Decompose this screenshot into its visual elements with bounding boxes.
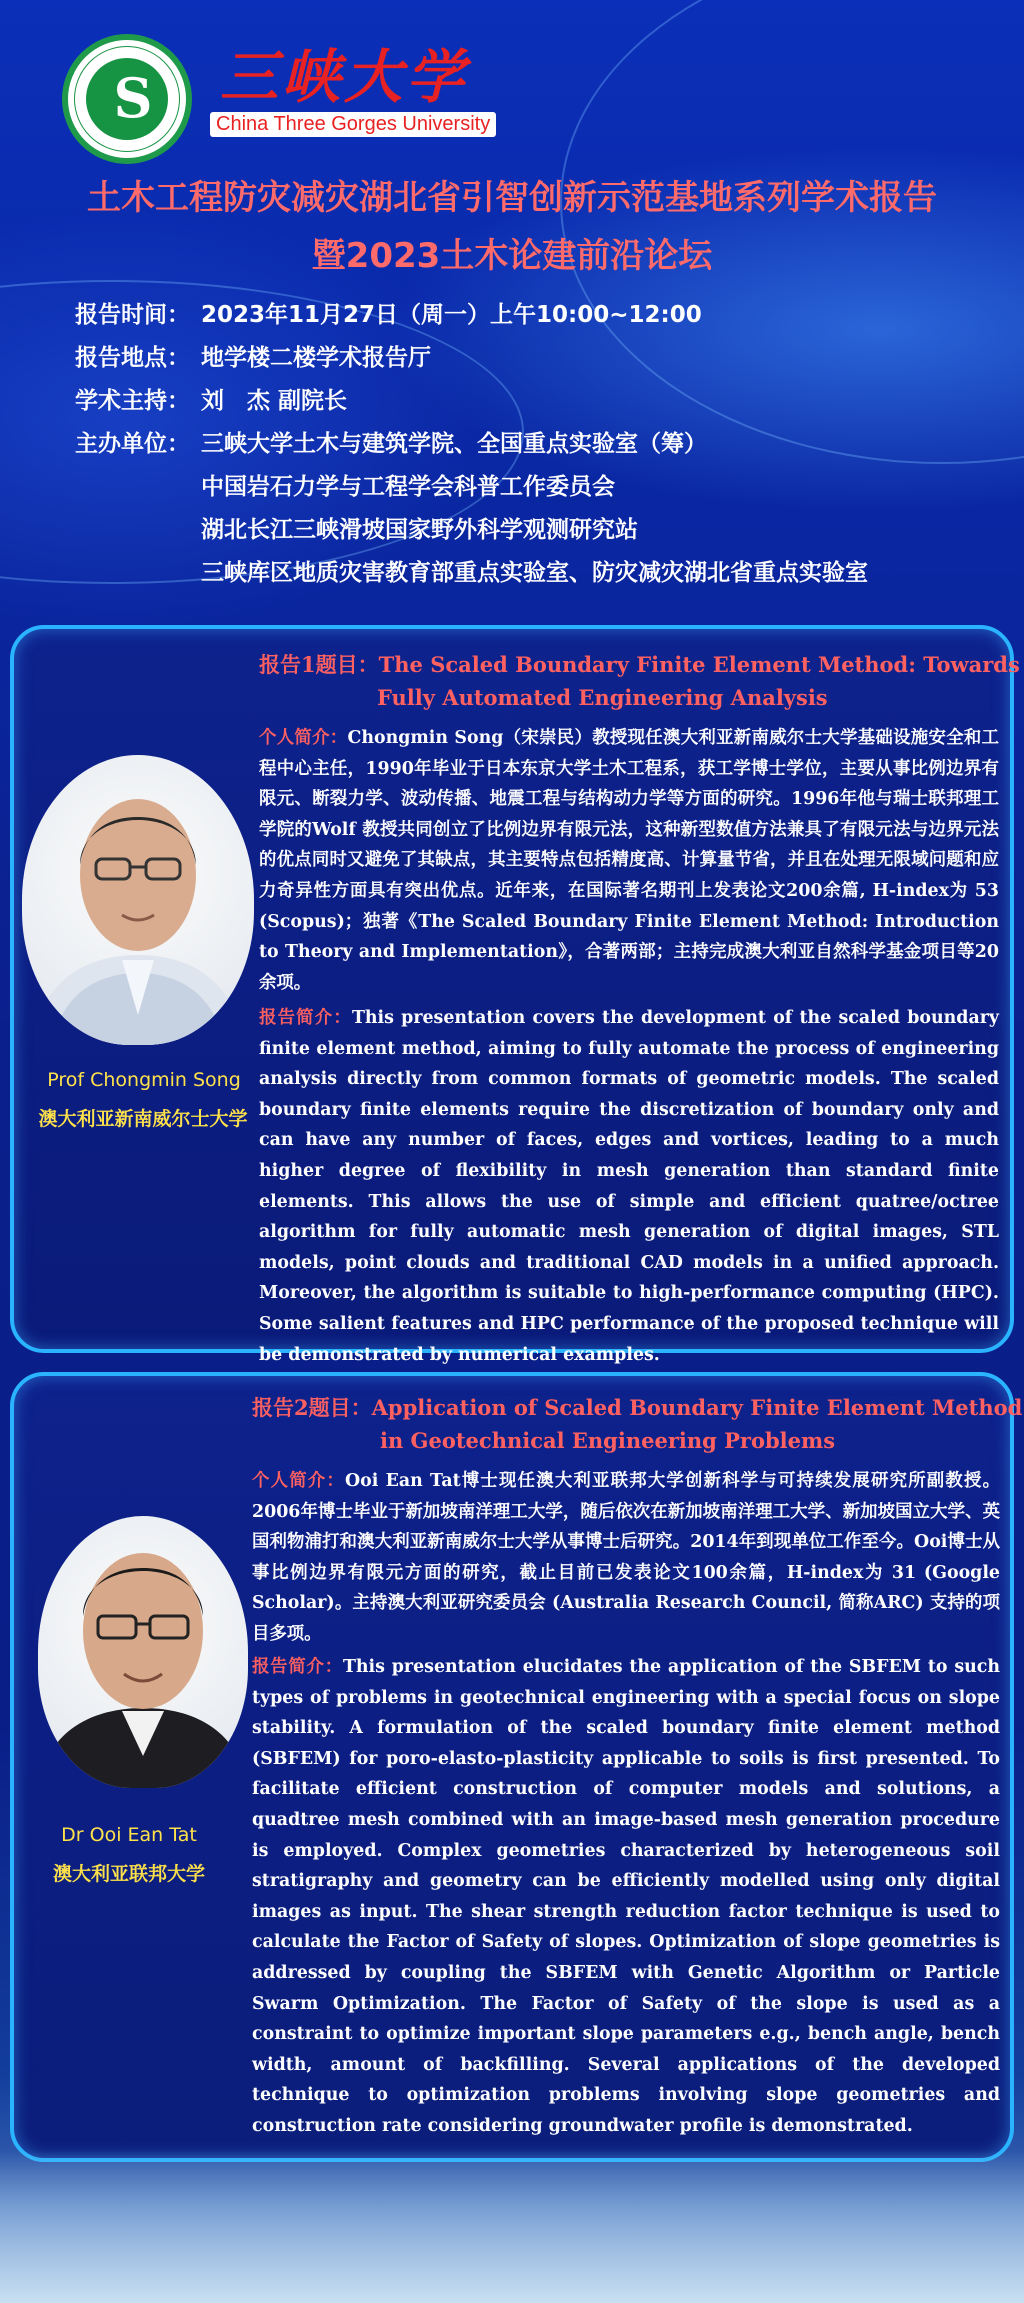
talk-1-bio [259, 723, 999, 998]
talk-2-bio-text: Ooi Ean Tat博士现任澳大利亚联邦大学创新科学与可持续发展研究所副教授。2006年博士毕业于新加坡南洋理工大学，随后依次在新加坡南洋理工大学、新加坡国立大学、英国利物浦打和澳大利亚新南威尔士大学从事博士后研究。2014年到现单位工作至今。Ooi博士从事比例边界有限元方面的研究，截止目前已发表论文100余篇，H-index为 31 (Google Scholar)。主持澳大利亚研究委员会 (Australia Research Council, 简称ARC) 支持的项目多项。 [252, 1471, 1000, 1644]
university-logo-seal [62, 34, 192, 164]
organizer-value: 三峡库区地质灾害教育部重点实验室、防灾减灾湖北省重点实验室 [201, 560, 868, 586]
talk-1-topic-text: The Scaled Boundary Finite Element Method: Towards [378, 652, 1020, 677]
speaker-1-portrait-icon [22, 755, 254, 1045]
talk-2-topic-label: 报告2题目： [252, 1395, 372, 1420]
talk-2-abstract [252, 1652, 1000, 2142]
talk-2-abstract-label: 报告简介： [252, 1657, 343, 1677]
organizer-value: 湖北长江三峡滑坡国家野外科学观测研究站 [201, 517, 638, 543]
university-name-cn: 三峡大学 [220, 43, 469, 111]
talk-2-topic-line2: in Geotechnical Engineering Problems [380, 1428, 836, 1453]
speaker-2-photo [38, 1516, 248, 1788]
talk-2-card [10, 1372, 1023, 2162]
talk-1-card [10, 625, 1020, 1365]
talk-2-bio [252, 1466, 1000, 1650]
speaker-1-photo [22, 755, 254, 1045]
logo-seal-center [86, 58, 168, 140]
time-label: 报告时间： [75, 302, 190, 328]
talk-1-bio-text: Chongmin Song（宋崇民）教授现任澳大利亚新南威尔士大学基础设施安全和工程中心主任，1990年毕业于日本东京大学土木工程系，获工学博士学位，主要从事比例边界有限元、断裂力学、波动传播、地震工程与结构动力学等方面的研究。1996年他与瑞士联邦理工学院的Wolf 教授共同创立了比例边界有限元法，这种新型数值方法兼具了有限元法与边界元法的优点同时又避免了其缺点，其主要特点包括精度高、计算量节省，并且在处理无限域问题和应力奇异性方面具有突出优点。近年来，在国际著名期刊上发表论文200余篇, H-index为 53 (Scopus)；独著《The Scaled Boundary Finite Element Method: Introduction to Theory and Implementation》，合著两部；主持完成澳大利亚自然科学基金项目等20余项。 [259, 728, 999, 993]
host-label: 学术主持： [75, 388, 190, 414]
talk-2-topic-line1 [252, 1392, 1022, 1422]
talk-1-abstract [259, 1003, 999, 1370]
dam-scenery-background [0, 2150, 1024, 2303]
talk-1-abstract-text: This presentation covers the development of the scaled boundary finite element method, aiming to fully automate the process of engineering analysis directly from common formats of geometric models. The scaled boundary finite elements require the discretization of boundary only and can have any number of faces, edges and vortices, leading to a much higher degree of flexibility in mesh generation than standard finite elements. This allows the use of simple and efficient quatree/octree algorithm for fully automatic mesh generation of digital images, STL models, point clouds and traditional CAD models in a unified approach. Moreover, the algorithm is suitable to high-performance computing (HPC). Some salient features and HPC performance of the proposed technique will be demonstrated by numerical examples. [259, 1008, 999, 1365]
event-info [75, 296, 1015, 597]
organizer-label: 主办单位： [75, 431, 190, 457]
university-name-en: China Three Gorges University [210, 112, 496, 137]
speaker-2-affiliation: 澳大利亚联邦大学 [52, 1863, 205, 1885]
speaker-1-name: Prof Chongmin Song [47, 1069, 241, 1091]
time-value: 2023年11月27日（周一）上午10:00~12:00 [201, 302, 702, 328]
info-row-organizer [75, 425, 1015, 468]
talk-1-topic-label: 报告1题目： [259, 652, 379, 677]
info-row-place [75, 339, 1015, 382]
place-value: 地学楼二楼学术报告厅 [201, 345, 431, 371]
organizer-value: 中国岩石力学与工程学会科普工作委员会 [201, 474, 615, 500]
info-row-organizer [75, 511, 1015, 554]
event-title-line2: 暨2023土木论建前沿论坛 [311, 236, 713, 276]
speaker-2-portrait-icon [38, 1516, 248, 1788]
talk-1-topic-line2: Fully Automated Engineering Analysis [377, 685, 828, 710]
speaker-2-name: Dr Ooi Ean Tat [61, 1824, 197, 1846]
info-row-organizer [75, 554, 1015, 597]
talk-2-bio-label: 个人简介： [252, 1471, 345, 1491]
talk-1-abstract-label: 报告简介： [259, 1008, 352, 1028]
talk-2-topic-text: Application of Scaled Boundary Finite Element Method [371, 1395, 1023, 1420]
host-value: 刘 杰 副院长 [201, 388, 348, 414]
talk-1-bio-label: 个人简介： [259, 728, 348, 748]
info-row-organizer [75, 468, 1015, 511]
speaker-1-affiliation: 澳大利亚新南威尔士大学 [38, 1108, 248, 1130]
talk-2-abstract-text: This presentation elucidates the application of the SBFEM to such types of problems in geotechnical engineering with a special focus on slope stability. A formulation of the scaled boundary finite element method (SBFEM) for poro-elasto-plasticity applicable to soils is first presented. To facilitate efficient construction of computer models and solutions, a quadtree mesh combined with an image-based mesh generation procedure is employed. Complex geometries characterized by heterogeneous soil stratigraphy and geometry can be efficiently modelled using only digital images as input. The shear strength reduction factor technique is used to calculate the Factor of Safety of slopes. Optimization of slope geometries is addressed by coupling the SBFEM with Genetic Algorithm or Particle Swarm Optimization. The Factor of Safety of the slope is used as a constraint to optimize important slope parameters e.g., bench angle, bench width, amount of backfilling. Several applications of the developed technique to optimization problems involving slope geometries and construction rate considering groundwater profile is demonstrated. [252, 1657, 1000, 2136]
info-row-host [75, 382, 1015, 425]
event-title-line1: 土木工程防灾减灾湖北省引智创新示范基地系列学术报告 [87, 178, 937, 218]
info-row-time [75, 296, 1015, 339]
place-label: 报告地点： [75, 345, 190, 371]
logo-seal-mark: S [113, 66, 141, 130]
organizer-value: 三峡大学土木与建筑学院、全国重点实验室（筹） [201, 431, 707, 457]
talk-1-topic-line1 [259, 649, 1020, 679]
